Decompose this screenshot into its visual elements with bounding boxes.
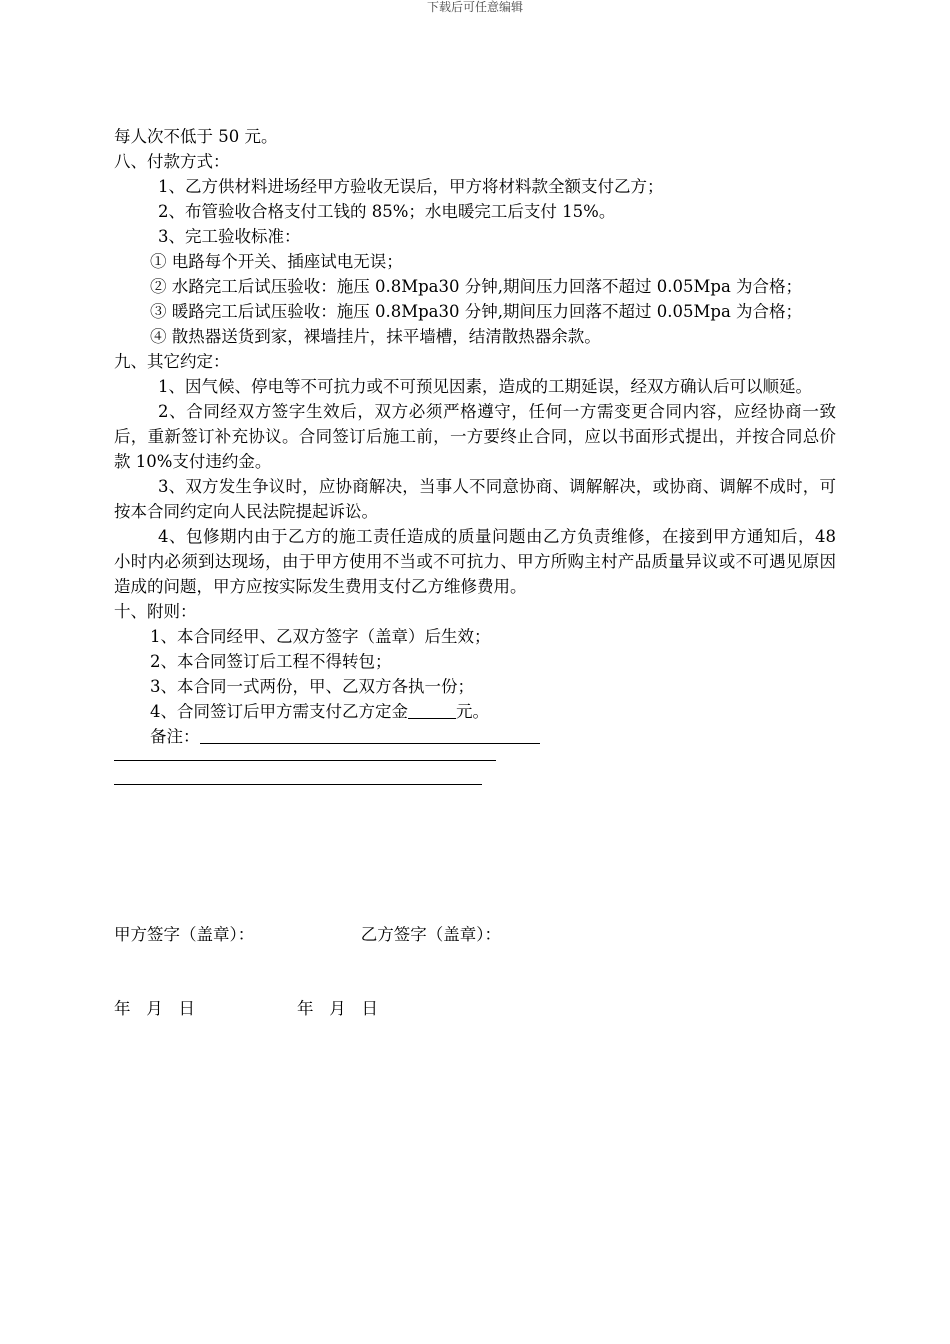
paragraph: 每人次不低于 50 元。 — [114, 127, 278, 146]
clause: 2、合同经双方签字生效后，双方必须严格遵守，任何一方需变更合同内容，应经协商一致后，重新签订补充协议。合同签订后施工前，一方要终止合同，应以书面形式提出，并按合同总价款 10%支付违约金。 — [114, 402, 836, 471]
remark-label: 备注： — [150, 727, 200, 746]
remark-line[interactable] — [114, 759, 496, 761]
clause: 2、本合同签订后工程不得转包； — [150, 652, 392, 671]
deposit-clause — [114, 699, 836, 724]
deposit-amount-blank[interactable] — [408, 700, 456, 719]
page-header: 下载后可任意编辑 — [426, 0, 523, 14]
clause: 4、包修期内由于乙方的施工责任造成的质量问题由乙方负责维修，在接到甲方通知后，48 小时内必须到达现场，由于甲方使用不当或不可抗力、甲方所购主村产品质量异议或不可遇见原因造成的问题，甲方应按实际发生费用支付乙方维修费用。 — [114, 527, 836, 596]
criterion: ④ 散热器送货到家，裸墙挂片，抹平墙槽，结清散热器余款。 — [150, 327, 601, 346]
party-a-date: 年 月 日 — [114, 999, 195, 1018]
criterion: ② 水路完工后试压验收：施压 0.8Mpa30 分钟,期间压力回落不超过 0.05Mpa 为合格； — [150, 277, 803, 296]
clause: 3、完工验收标准： — [158, 227, 301, 246]
party-b-date: 年 月 日 — [296, 999, 378, 1018]
section-title: 十、附则： — [114, 602, 197, 621]
clause: 1、乙方供材料进场经甲方验收无误后，甲方将材料款全额支付乙方； — [158, 177, 664, 196]
signature-row — [114, 922, 501, 947]
deposit-unit: 元。 — [456, 702, 489, 721]
clause: 3、本合同一式两份，甲、乙双方各执一份； — [150, 677, 474, 696]
date-row — [114, 996, 378, 1021]
clause: 2、布管验收合格支付工钱的 85%；水电暖完工后支付 15%。 — [158, 202, 616, 221]
remark-blank[interactable] — [200, 725, 540, 744]
section-title: 九、其它约定： — [114, 352, 230, 371]
clause: 1、因气候、停电等不可抗力或不可预见因素，造成的工期延误，经双方确认后可以顺延。 — [158, 377, 812, 396]
criterion: ① 电路每个开关、插座试电无误； — [150, 252, 403, 271]
clause: 1、本合同经甲、乙双方签字（盖章）后生效； — [150, 627, 491, 646]
party-a-signature-label: 甲方签字（盖章）： — [114, 925, 255, 944]
party-b-signature-label: 乙方签字（盖章）： — [360, 925, 501, 944]
section-title: 八、付款方式： — [114, 152, 230, 171]
criterion: ③ 暖路完工后试压验收：施压 0.8Mpa30 分钟,期间压力回落不超过 0.05Mpa 为合格； — [150, 302, 803, 321]
remark-line[interactable] — [114, 783, 482, 785]
deposit-label: 4、合同签订后甲方需支付乙方定金 — [150, 702, 408, 721]
clause: 3、双方发生争议时，应协商解决，当事人不同意协商、调解解决，或协商、调解不成时，可按本合同约定向人民法院提起诉讼。 — [114, 477, 836, 521]
contract-body — [114, 124, 836, 785]
remark-row — [114, 724, 836, 749]
